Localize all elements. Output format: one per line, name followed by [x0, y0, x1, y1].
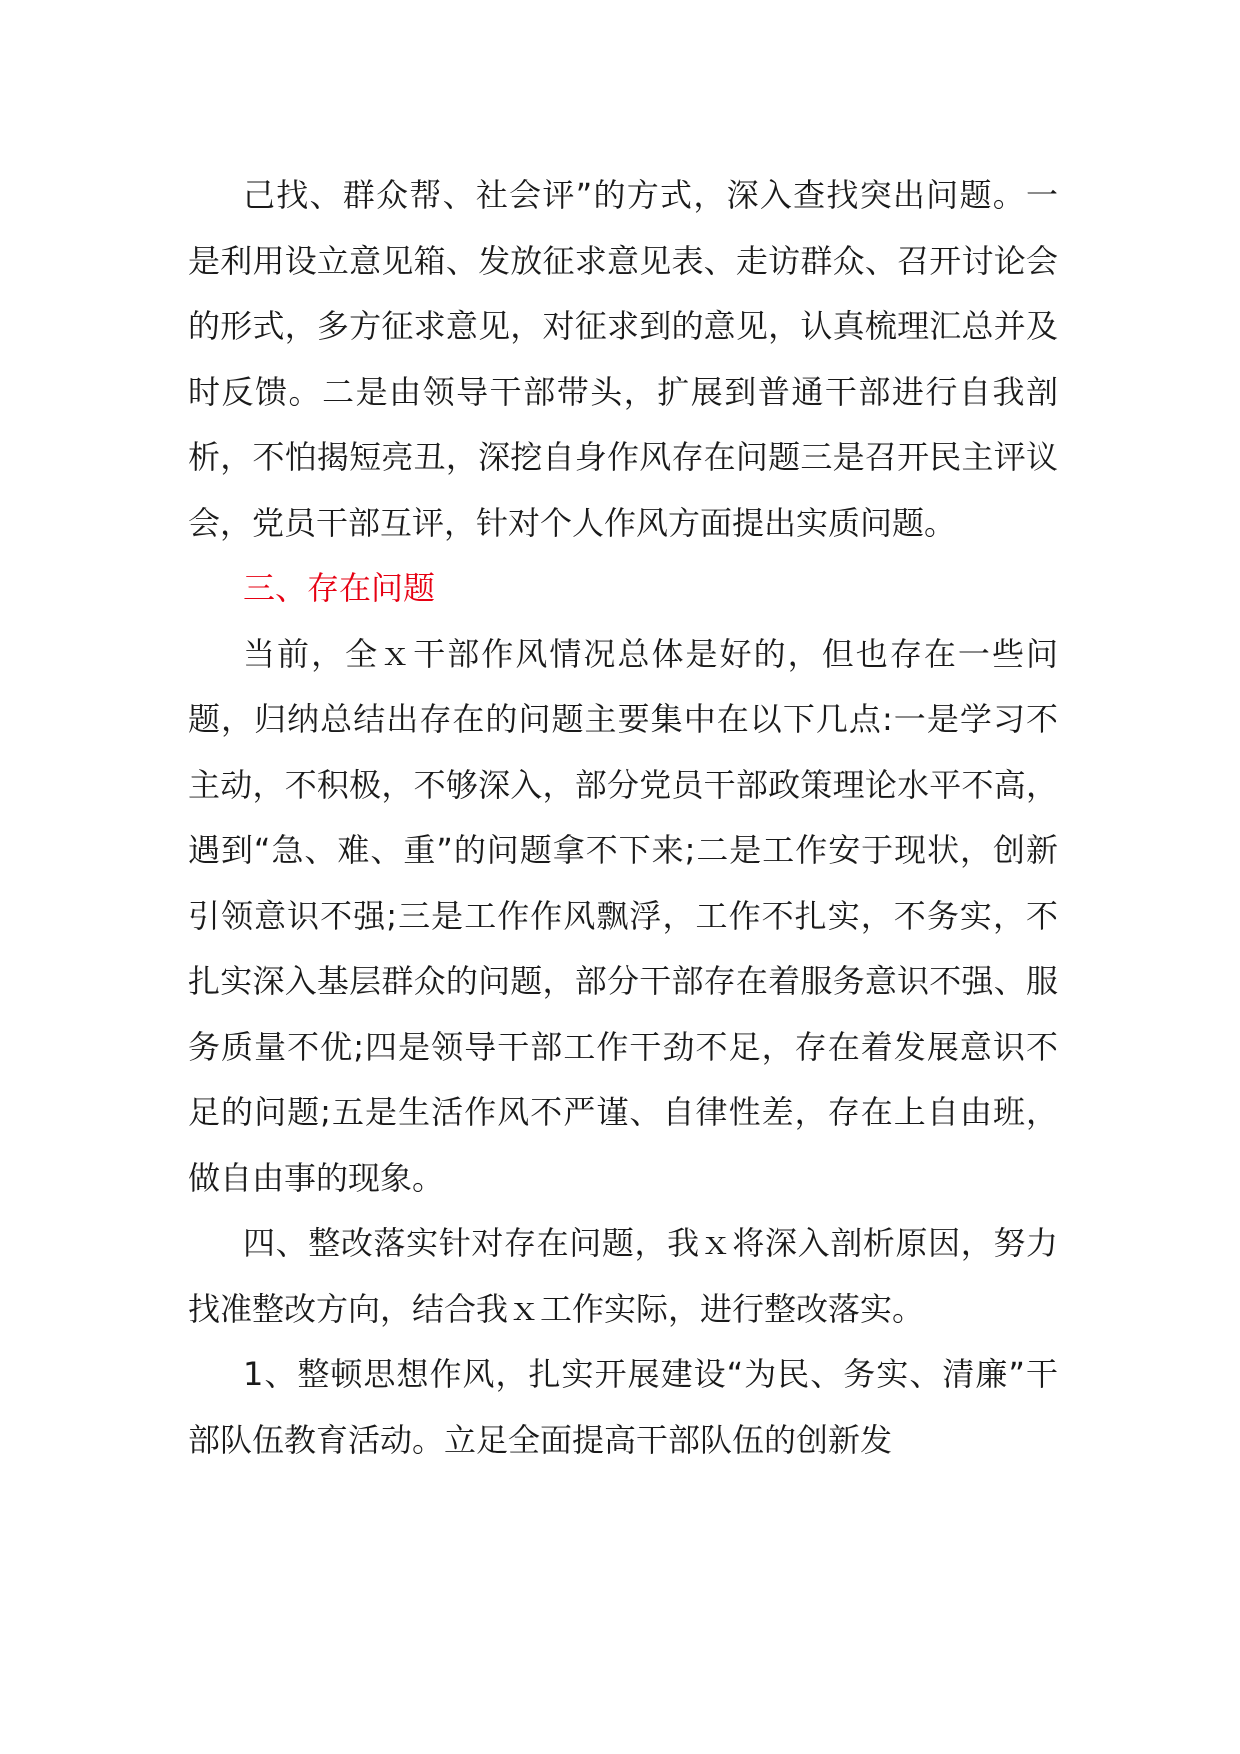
paragraph-problem-summary: 当前，全ｘ干部作风情况总体是好的，但也存在一些问题，归纳总结出存在的问题主要集中在以下几点:一是学习不主动，不积极，不够深入，部分党员干部政策理论水平不高，遇到“急、难、重”的问题拿不下来;二是工作安于现状，创新引领意识不强;三是工作作风飘浮，工作不扎实，不务实，不扎实深入基层群众的问题，部分干部存在着服务意识不强、服务质量不优;四是领导干部工作干劲不足，存在着发展意识不足的问题;五是生活作风不严谨、自律性差，存在上自由班，做自由事的现象。 — [188, 634, 1058, 1197]
section-heading-existing-problems: 三、存在问题 — [243, 569, 436, 607]
paragraph-item-1: 1、整顿思想作风，扎实开展建设“为民、务实、清廉”干部队伍教育活动。立足全面提高干部队伍的创新发 — [188, 1355, 1058, 1459]
paragraph-rectification: 四、整改落实针对存在问题，我ｘ将深入剖析原因，努力找准整改方向，结合我ｘ工作实际，进行整改落实。 — [188, 1224, 1058, 1328]
paragraph-self-inspection-methods: 己找、群众帮、社会评”的方式，深入查找突出问题。一是利用设立意见箱、发放征求意见表、走访群众、召开讨论会的形式，多方征求意见，对征求到的意见，认真梳理汇总并及时反馈。二是由领导干部带头，扩展到普通干部进行自我剖析，不怕揭短亮丑，深挖自身作风存在问题三是召开民主评议会，党员干部互评，针对个人作风方面提出实质问题。 — [188, 176, 1058, 542]
document-body — [188, 163, 1058, 1473]
